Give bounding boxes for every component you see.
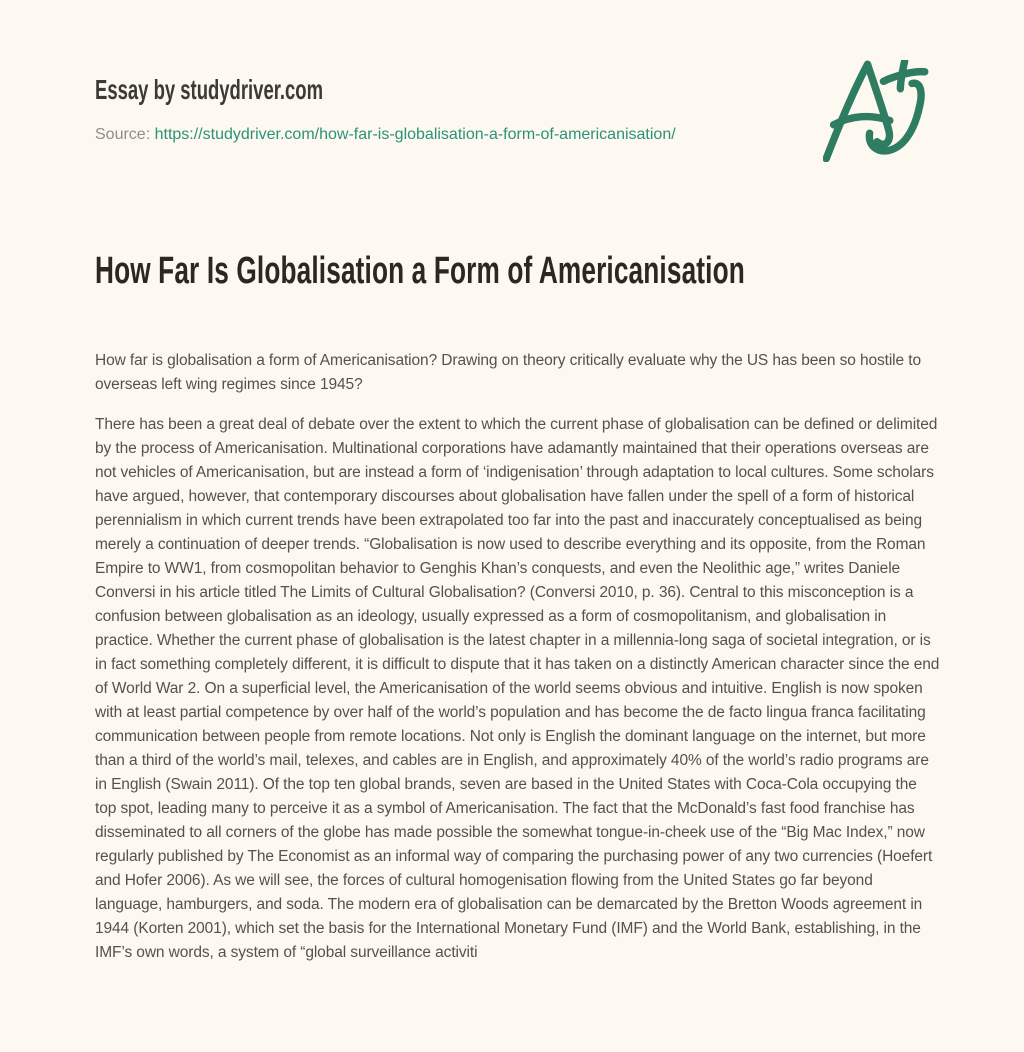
source-line [95, 126, 940, 144]
source-label: Source: [95, 126, 151, 143]
essay-body-paragraph: There has been a great deal of debate over the extent to which the current phase of globalisation can be defined or delimited by the process of Americanisation. Multinational corporations have adamantly maintained that their operations overseas are not vehicles of Americanisation, but are instead a form of ‘indigenisation’ through adaptation to local cultures. Some scholars have argued, however, that contemporary discourses about globalisation have fallen under the spell of a form of historical perennialism in which current trends have been extrapolated too far into the past and inaccurately conceptualised as being merely a continuation of deeper trends. “Globalisation is now used to describe everything and its opposite, from the Roman Empire to WW1, from cosmopolitan behavior to Genghis Khan’s conquests, and even the Neolithic age,” writes Daniele Conversi in his article titled The Limits of Cultural Globalisation? (Conversi 2010, p. 36). Central to this misconception is a confusion between globalisation as an ideology, usually expressed as a form of cosmopolitanism, and globalisation in practice. Whether the current phase of globalisation is the latest chapter in a millennia-long saga of societal integration, or is in fact something completely different, it is difficult to dispute that it has taken on a distinctly American character since the end of World War 2. On a superficial level, the Americanisation of the world seems obvious and intuitive. English is now spoken with at least partial competence by over half of the world’s population and has become the de facto lingua franca facilitating communication between people from remote locations. Not only is English the dominant language on the internet, but more than a third of the world’s mail, telexes, and cables are in English, and approximately 40% of the world’s radio programs are in English (Swain 2011). Of the top ten global brands, seven are based in the United States with Coca-Cola occupying the top spot, leading many to perceive it as a symbol of Americanisation. The fact that the McDonald’s fast food franchise has disseminated to all corners of the globe has made possible the somewhat tongue-in-cheek use of the “Big Mac Index,” now regularly published by The Economist as an informal way of comparing the purchasing power of any two currencies (Hoefert and Hofer 2006). As we will see, the forces of cultural homogenisation flowing from the United States go far beyond language, hamburgers, and soda. The modern era of globalisation can be demarcated by the Bretton Woods agreement in 1944 (Korten 2001), which set the basis for the International Monetary Fund (IMF) and the World Bank, establishing, in the IMF’s own words, a system of “global surveillance activiti [95, 416, 940, 961]
essay-question-paragraph: How far is globalisation a form of Americanisation? Drawing on theory critically evaluate why the US has been so hostile to overseas left wing regimes since 1945? [95, 352, 921, 393]
document-header [95, 0, 940, 144]
studydriver-aplus-logo-icon [823, 60, 929, 162]
content-column [95, 0, 940, 965]
aplus-logo-strokes [826, 61, 925, 159]
essay-title: How Far Is Globalisation a Form of Americanisation [95, 250, 745, 292]
essay-content [95, 250, 940, 965]
page-title: Essay by studydriver.com [95, 74, 324, 105]
source-url-link[interactable]: https://studydriver.com/how-far-is-globalisation-a-form-of-americanisation/ [154, 126, 676, 143]
